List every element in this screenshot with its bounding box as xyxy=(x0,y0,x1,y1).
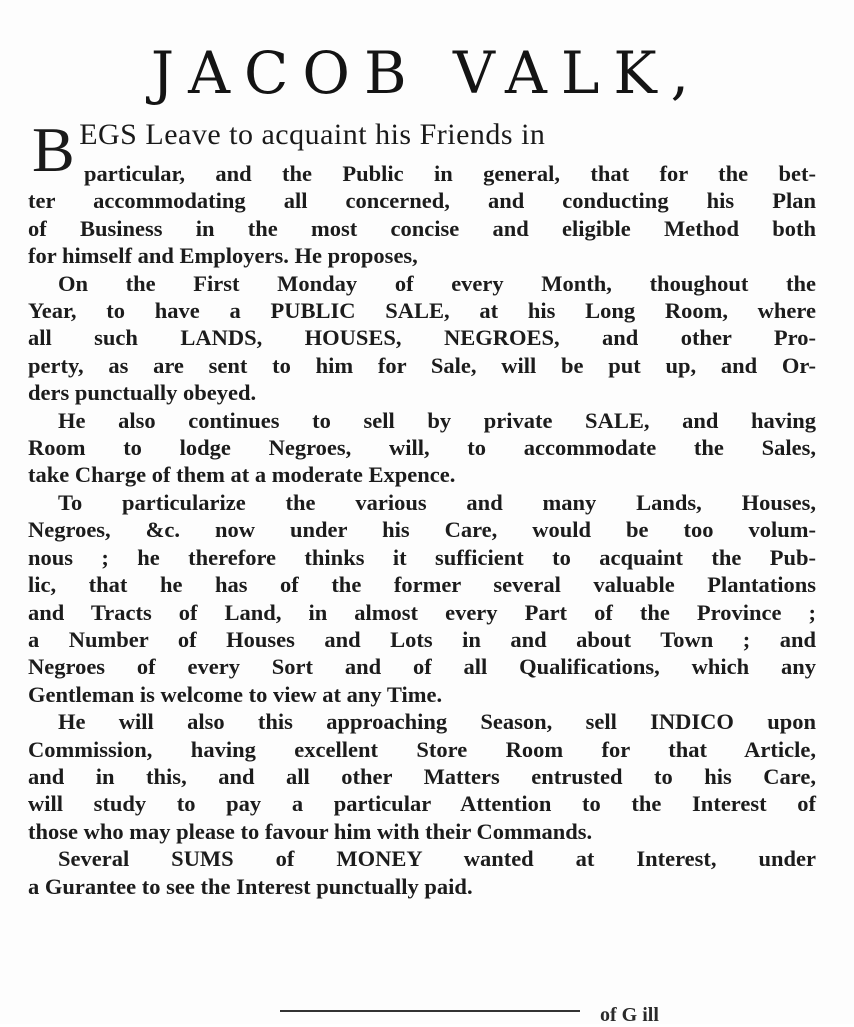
body-line: nous ; he therefore thinks it sufficient to acquaint the Pub- xyxy=(28,544,816,570)
body-line: To particularize the various and many Lands, Houses, xyxy=(58,489,816,515)
body-line: and Tracts of Land, in almost every Part of the Province ; xyxy=(28,599,816,625)
body-line: of Business in the most concise and eligible Method both xyxy=(28,215,816,241)
body-line: will study to pay a particular Attention to the Interest of xyxy=(28,791,816,817)
body-line: a Gurantee to see the Interest punctually paid. xyxy=(28,873,473,899)
bottom-rule xyxy=(280,1010,580,1012)
body-line: Gentleman is welcome to view at any Time. xyxy=(28,681,443,707)
body-line: Year, to have a PUBLIC SALE, at his Long Room, where xyxy=(28,298,816,324)
body-line: Negroes of every Sort and of all Qualifications, which any xyxy=(28,654,816,680)
body-line: and in this, and all other Matters entrusted to his Care, xyxy=(28,763,816,789)
body-line: particular, and the Public in general, that for the bet- xyxy=(84,161,816,186)
drop-cap: B xyxy=(32,114,76,185)
body-line: On the First Monday of every Month, thoughout the xyxy=(58,270,816,296)
cut-off-next-advert: of G ill xyxy=(600,1004,659,1026)
body-line: ders punctually obeyed. xyxy=(28,380,257,406)
body-line: lic, that he has of the former several valuable Plantations xyxy=(28,572,816,598)
lead-text: EGS Leave to acquaint his Friends in xyxy=(79,118,546,151)
body-line: for himself and Employers. He proposes, xyxy=(28,243,418,269)
body-line: perty, as are sent to him for Sale, will be put up, and Or- xyxy=(28,352,816,378)
advert-body xyxy=(28,160,816,900)
body-line: Negroes, &c. now under his Care, would be too volum- xyxy=(28,517,816,543)
body-line: all such LANDS, HOUSES, NEGROES, and other Pro- xyxy=(28,325,816,351)
body-line: He also continues to sell by private SALE, and having xyxy=(58,407,816,433)
advert-heading: JACOB VALK, xyxy=(150,39,704,107)
body-line: take Charge of them at a moderate Expence. xyxy=(28,462,456,488)
body-line: Commission, having excellent Store Room for that Article, xyxy=(28,736,816,762)
body-line: those who may please to favour him with their Commands. xyxy=(28,818,593,844)
body-line: Several SUMS of MONEY wanted at Interest, under xyxy=(58,846,816,872)
body-line: a Number of Houses and Lots in and about Town ; and xyxy=(28,626,816,652)
body-line: He will also this approaching Season, sell INDICO upon xyxy=(58,709,816,735)
body-line: ter accommodating all concerned, and conducting his Plan xyxy=(28,188,816,214)
body-line: Room to lodge Negroes, will, to accommodate the Sales, xyxy=(28,435,816,461)
